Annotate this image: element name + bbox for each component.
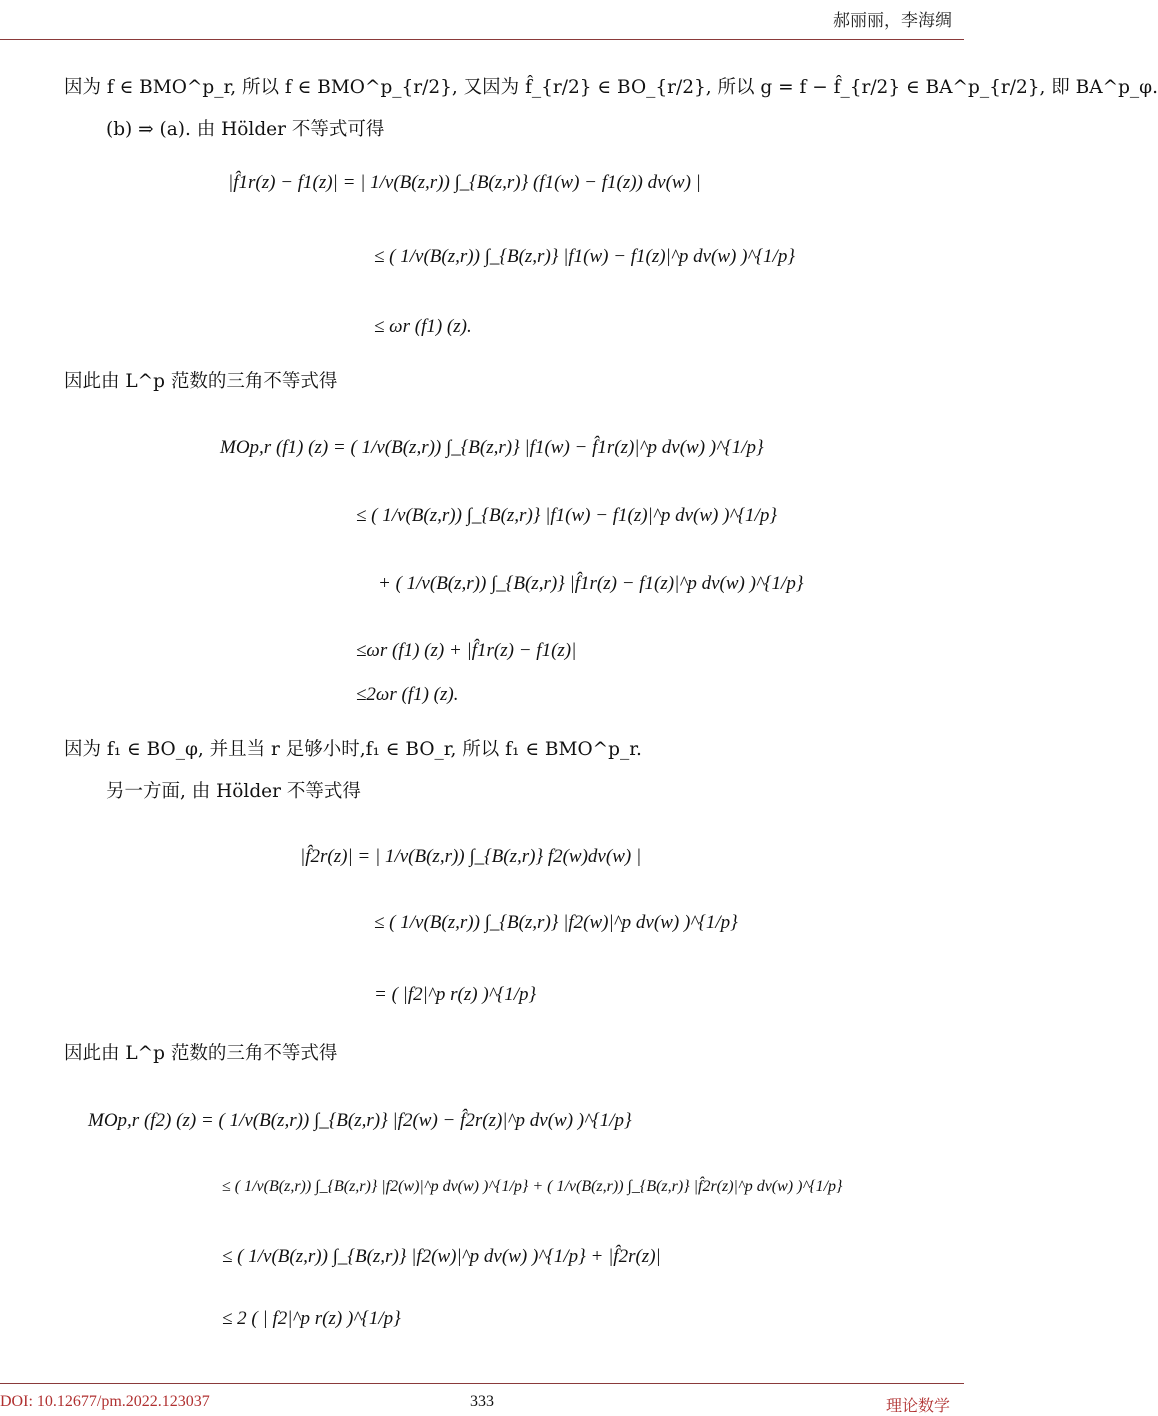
equation-2-line-1: MOp,r (f1) (z) = ( 1/v(B(z,r)) ∫_{B(z,r)} |f1(w) − f̂1r(z)|^p dv(w) )^{1/p} [220, 437, 764, 458]
equation-4-line-3: ≤ ( 1/v(B(z,r)) ∫_{B(z,r)} |f2(w)|^p dv(w) )^{1/p} + |f̂2r(z)| [222, 1246, 661, 1267]
equation-2-line-3: + ( 1/v(B(z,r)) ∫_{B(z,r)} |f̂1r(z) − f1(z)|^p dv(w) )^{1/p} [378, 573, 804, 594]
paragraph-3: 因此由 L^p 范数的三角不等式得 [64, 371, 338, 392]
paragraph-5: 另一方面, 由 Hölder 不等式得 [106, 781, 361, 802]
footer-doi-link[interactable]: DOI: 10.12677/pm.2022.123037 [0, 1393, 210, 1410]
equation-3-line-3: = ( |f2|^p r(z) )^{1/p} [374, 984, 537, 1005]
paragraph-4: 因为 f₁ ∈ BO_φ, 并且当 r 足够小时,f₁ ∈ BO_r, 所以 f₁ ∈ BMO^p_r. [64, 739, 642, 760]
paragraph-6: 因此由 L^p 范数的三角不等式得 [64, 1043, 338, 1064]
footer-divider [0, 1383, 964, 1384]
equation-3-line-1: |f̂2r(z)| = | 1/v(B(z,r)) ∫_{B(z,r)} f2(w)dv(w) | [300, 846, 642, 867]
equation-1-line-2: ≤ ( 1/v(B(z,r)) ∫_{B(z,r)} |f1(w) − f1(z)|^p dv(w) )^{1/p} [374, 246, 795, 267]
equation-2-line-4: ≤ωr (f1) (z) + |f̂1r(z) − f1(z)| [356, 640, 577, 661]
paragraph-2: (b) ⇒ (a). 由 Hölder 不等式可得 [106, 119, 385, 140]
equation-4-line-2: ≤ ( 1/v(B(z,r)) ∫_{B(z,r)} |f2(w)|^p dv(w) )^{1/p} + ( 1/v(B(z,r)) ∫_{B(z,r)} |f̂2r(z)|^p dv(w) )^{1/p} [222, 1178, 843, 1195]
equation-1-line-1: |f̂1r(z) − f1(z)| = | 1/v(B(z,r)) ∫_{B(z,r)} (f1(w) − f1(z)) dv(w) | [228, 172, 701, 193]
equation-4-line-4: ≤ 2 ( | f2|^p r(z) )^{1/p} [222, 1308, 401, 1329]
footer-page-number: 333 [470, 1393, 494, 1410]
header-divider [0, 39, 964, 40]
equation-2-line-5: ≤2ωr (f1) (z). [356, 684, 459, 705]
equation-3-line-2: ≤ ( 1/v(B(z,r)) ∫_{B(z,r)} |f2(w)|^p dv(w) )^{1/p} [374, 912, 738, 933]
equation-4-line-1: MOp,r (f2) (z) = ( 1/v(B(z,r)) ∫_{B(z,r)} |f2(w) − f̂2r(z)|^p dv(w) )^{1/p} [88, 1110, 632, 1131]
running-header-authors: 郝丽丽，李海绸 [833, 11, 952, 31]
paragraph-1: 因为 f ∈ BMO^p_r, 所以 f ∈ BMO^p_{r/2}, 又因为 f̂_{r/2} ∈ BO_{r/2}, 所以 g = f − f̂_{r/2} ∈ BA^p_{r/2}, 即 BA^p_φ. [64, 77, 1158, 98]
footer-journal-name[interactable]: 理论数学 [885, 1396, 950, 1415]
equation-2-line-2: ≤ ( 1/v(B(z,r)) ∫_{B(z,r)} |f1(w) − f1(z)|^p dv(w) )^{1/p} [356, 505, 777, 526]
equation-1-line-3: ≤ ωr (f1) (z). [374, 316, 472, 337]
